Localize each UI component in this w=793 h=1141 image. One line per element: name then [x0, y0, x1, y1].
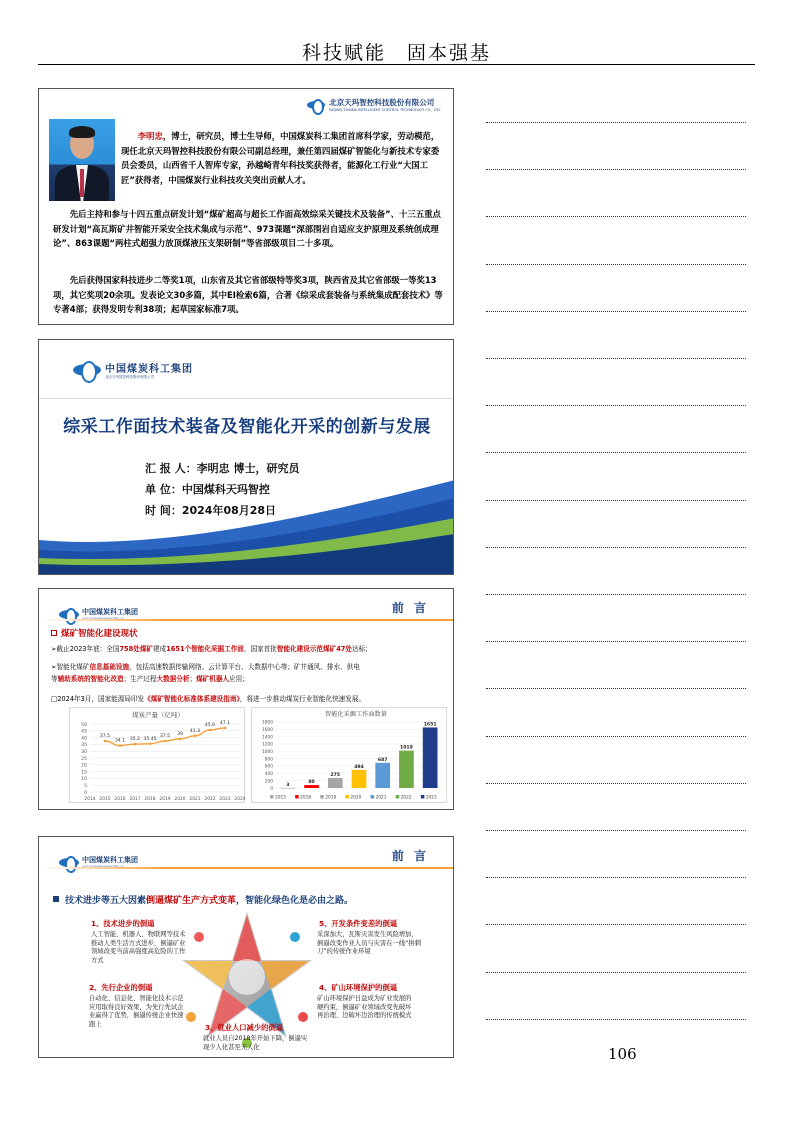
- data-label: 35.45: [143, 736, 157, 742]
- note-line: [486, 830, 746, 831]
- factor-2-text: 自动化、信息化、智能化技术示范应用取得良好效果，为先行先试企业赢得了优势，倒逼传统企业快速跟上: [89, 995, 184, 1028]
- data-point: [104, 740, 107, 743]
- bar: [352, 770, 367, 788]
- factor-2-title: 2、先行企业的倒逼: [89, 983, 153, 992]
- y-tick-label: 200: [264, 779, 273, 785]
- square-bullet-icon: [53, 896, 59, 902]
- x-tick-label: 2016: [114, 797, 126, 802]
- y-tick-label: 1800: [262, 720, 273, 726]
- y-tick-label: 35: [81, 743, 87, 749]
- status-heading: 煤矿智能化建设现状: [51, 627, 138, 639]
- data-label: 1651: [423, 722, 437, 728]
- group-name: 中国煤炭科工集团: [82, 856, 138, 864]
- y-tick-label: 0: [270, 786, 273, 792]
- note-line: [486, 452, 746, 453]
- note-line: [486, 736, 746, 737]
- unit-line: 单 位：中国煤科天玛智控: [145, 483, 270, 496]
- note-line: [486, 594, 746, 595]
- data-label: 41.3: [189, 728, 201, 734]
- legend-label: 2018: [300, 795, 312, 801]
- x-tick-label: 2018: [144, 797, 156, 802]
- y-tick-label: 0: [84, 790, 87, 796]
- group-logo: [73, 360, 193, 380]
- legend-label: 2020: [350, 795, 362, 801]
- data-label: 80: [308, 780, 315, 786]
- slide-title: [38, 339, 454, 575]
- data-label: 39: [177, 731, 183, 737]
- data-label: 1019: [400, 745, 413, 751]
- company-name: 北京天玛智控科技股份有限公司: [329, 98, 435, 107]
- factor-4-title: 4、矿山环境保护的倒逼: [319, 983, 398, 992]
- speaker-bio: [121, 129, 447, 187]
- factor-5-text: 采深加大，瓦斯灾害发生风险增加，倒逼改变作业人员与灾害在一线“拼刺刀”的传统作业环境: [317, 931, 422, 956]
- x-tick-label: 2019: [159, 797, 171, 802]
- status-line-1: ➢截止2023年底：全国758处煤矿建成1651个智能化采掘工作面，国家首批智能化建设示范煤矿47处达标；: [51, 645, 372, 653]
- data-label: 687: [377, 757, 388, 763]
- data-label: 494: [354, 764, 364, 770]
- x-tick-label: 2014: [84, 797, 96, 802]
- status-line-2: ➢智能化煤矿信息基础设施，包括高速数据传输网络、云计算平台、大数据中心等；矿井通风、排水、供电: [51, 663, 360, 671]
- note-line: [486, 358, 746, 359]
- company-logo: [307, 97, 441, 112]
- data-point: [164, 740, 167, 743]
- note-line: [486, 547, 746, 548]
- x-tick-label: 2023: [219, 797, 231, 802]
- y-tick-label: 1600: [262, 727, 273, 733]
- header-divider: [38, 64, 755, 65]
- legend-swatch: [270, 795, 274, 799]
- data-label: 45.6: [204, 722, 216, 728]
- note-line: [486, 122, 746, 123]
- factors-heading: 技术进步等五大因素倒逼煤矿生产方式变革，智能化绿色化是必由之路。: [53, 893, 353, 906]
- y-tick-label: 400: [264, 771, 273, 777]
- coal-output-line-chart: [70, 708, 246, 804]
- factor-4-text: 矿山环境保护日益成为矿业发展的硬约束，倒逼矿业领域改变先破坏再治理、边破坏边治理的传统模式: [317, 995, 412, 1020]
- data-label: 37.5: [99, 734, 111, 739]
- time-line: 时 间：2024年08月28日: [145, 504, 277, 517]
- chart-title: 煤炭产量（亿吨）: [132, 711, 184, 719]
- speaker-name: 李明忠: [137, 131, 163, 141]
- data-label: 34.1: [114, 738, 126, 744]
- y-tick-label: 20: [81, 763, 87, 769]
- bar: [423, 727, 438, 788]
- legend-swatch: [345, 795, 349, 799]
- legend-label: 2015: [275, 795, 286, 801]
- x-tick-label: 2024: [234, 797, 246, 802]
- workface-count-chart: [251, 707, 447, 803]
- note-line: [486, 405, 746, 406]
- square-bullet-icon: [51, 630, 57, 636]
- note-line: [486, 877, 746, 878]
- y-tick-label: 1200: [262, 742, 273, 748]
- factor-3-title: 3、就业人口减少的倒逼: [205, 1023, 284, 1032]
- note-line: [486, 641, 746, 642]
- section-rule: [39, 867, 454, 869]
- tianma-logo-icon: [307, 99, 325, 111]
- ccteg-logo-icon: [73, 361, 101, 379]
- y-tick-label: 40: [81, 736, 87, 742]
- page-number: 106: [608, 1045, 637, 1063]
- data-point: [119, 744, 122, 747]
- x-tick-label: 2017: [129, 797, 141, 802]
- chart-title: 智能化采掘工作面数量: [325, 711, 387, 718]
- reporter-line: 汇 报 人：李明忠 博士，研究员: [145, 462, 300, 475]
- data-point: [224, 727, 227, 730]
- note-line: [486, 500, 746, 501]
- data-point: [194, 735, 197, 738]
- y-tick-label: 5: [84, 784, 87, 789]
- note-line: [486, 972, 746, 973]
- group-subname: 北京天玛智控科技股份有限公司: [105, 375, 154, 379]
- legend-swatch: [320, 795, 324, 799]
- data-label: 3: [286, 782, 290, 788]
- y-tick-label: 25: [81, 756, 87, 762]
- legend-label: 2023: [425, 795, 437, 801]
- legend-swatch: [371, 795, 375, 799]
- note-line: [486, 688, 746, 689]
- slide-status: [38, 588, 454, 810]
- legend-swatch: [295, 795, 299, 799]
- y-tick-label: 50: [81, 722, 87, 728]
- y-tick-label: 600: [264, 764, 273, 770]
- note-line: [486, 169, 746, 170]
- company-name-en: BEIJING TIANMA INTELLIGENT CONTROL TECHNOLOGY CO., LTD.: [329, 108, 441, 112]
- x-tick-label: 2022: [204, 797, 216, 802]
- speaker-awards: 先后获得国家科技进步二等奖1项，山东省及其它省部级特等奖3项，陕西省及其它省部级一等奖13项，其它奖项20余项。发表论文30多篇，其中EI检索6篇，合著《综采成套装备与系统集成配套技术》等专著4部；获得发明专利38项；起草国家标准7项。: [53, 275, 443, 314]
- status-line-3: 等辅助系统的智能化改造；生产过程大数据分析；煤矿机器人应用；: [51, 675, 249, 683]
- y-tick-label: 45: [81, 729, 87, 735]
- slide-speaker-bio: [38, 88, 454, 325]
- factor-1-text: 人工智能、机器人、物联网等技术推动人类生活方式进步，倒逼矿业领域改变当前高强度高危险的工作方式: [91, 931, 186, 964]
- data-point: [209, 729, 212, 732]
- x-tick-label: 2021: [189, 797, 201, 802]
- title-divider: [39, 398, 454, 399]
- legend-label: 2022: [400, 795, 412, 801]
- y-tick-label: 30: [81, 750, 87, 755]
- bar: [281, 788, 296, 789]
- data-point: [149, 742, 152, 745]
- bar: [399, 751, 414, 788]
- section-label: 前 言: [391, 849, 429, 863]
- legend-swatch: [396, 795, 400, 799]
- slide-five-factors: [38, 836, 454, 1058]
- group-name: 中国煤炭科工集团: [105, 364, 193, 375]
- data-label: 37.5: [159, 734, 171, 739]
- y-tick-label: 800: [264, 757, 273, 763]
- note-line: [486, 264, 746, 265]
- y-tick-label: 10: [81, 777, 87, 783]
- data-label: 47.1: [219, 720, 231, 726]
- data-point: [134, 743, 137, 746]
- workface-count-bar-chart: [252, 708, 448, 804]
- note-line: [486, 783, 746, 784]
- note-line: [486, 216, 746, 217]
- data-label: 35.2: [129, 737, 141, 743]
- x-tick-label: 2015: [99, 797, 111, 802]
- bar: [375, 763, 390, 788]
- page-header-title: 科技赋能 固本强基: [301, 42, 491, 64]
- section-rule: [39, 619, 454, 621]
- status-line-4: □2024年3月，国家能源局印发《煤矿智能化标准体系建设指南》，将进一步推动煤炭行业智能化快速发展。: [51, 695, 366, 703]
- five-factor-diagram: [39, 909, 454, 1058]
- group-name: 中国煤炭科工集团: [82, 608, 138, 616]
- legend-label: 2019: [325, 795, 337, 801]
- y-tick-label: 1000: [262, 749, 273, 755]
- bar: [328, 778, 343, 788]
- speaker-photo: [49, 119, 115, 201]
- note-line: [486, 1019, 746, 1020]
- note-line: [486, 924, 746, 925]
- y-tick-label: 1400: [262, 735, 273, 741]
- bar: [304, 785, 319, 788]
- speaker-projects: 先后主持和参与十四五重点研发计划“煤矿超高与超长工作面高效综采关键技术及装备”、十三五重点研发计划“高瓦斯矿井智能开采安全技术集成与示范”、973课题“深部围岩自适应支护原理及系统创成理论”、863课题“两柱式超强力放顶煤液压支架研制”等省部级项目二十多项。: [53, 209, 441, 248]
- factor-1-title: 1、技术进步的倒逼: [91, 919, 155, 928]
- factor-3-text: 就业人员自2018年开始下降，倒逼实现少人化甚至无人化: [203, 1035, 308, 1051]
- data-label: 275: [330, 772, 341, 778]
- note-line: [486, 311, 746, 312]
- legend-swatch: [421, 795, 425, 799]
- coal-output-chart: [69, 707, 245, 803]
- presentation-title: 综采工作面技术装备及智能化开采的创新与发展: [63, 417, 431, 437]
- y-tick-label: 15: [81, 770, 87, 776]
- factor-5-title: 5、开发条件变差的倒逼: [319, 919, 398, 928]
- section-label: 前 言: [391, 601, 429, 615]
- speaker-bio-text: ，博士，研究员，博士生导师，中国煤炭科工集团首席科学家，劳动模范，现任北京天玛智控科技股份有限公司副总经理，兼任第四届煤矿智能化与新技术专家委员会委员，山西省千人智库专家，孙越崎青年科技奖获得者，能源化工行业“大国工匠”获得者，中国煤炭行业科技攻关突出贡献人才。: [121, 131, 440, 185]
- x-tick-label: 2020: [174, 797, 186, 802]
- legend-label: 2021: [375, 795, 387, 801]
- data-point: [179, 738, 182, 741]
